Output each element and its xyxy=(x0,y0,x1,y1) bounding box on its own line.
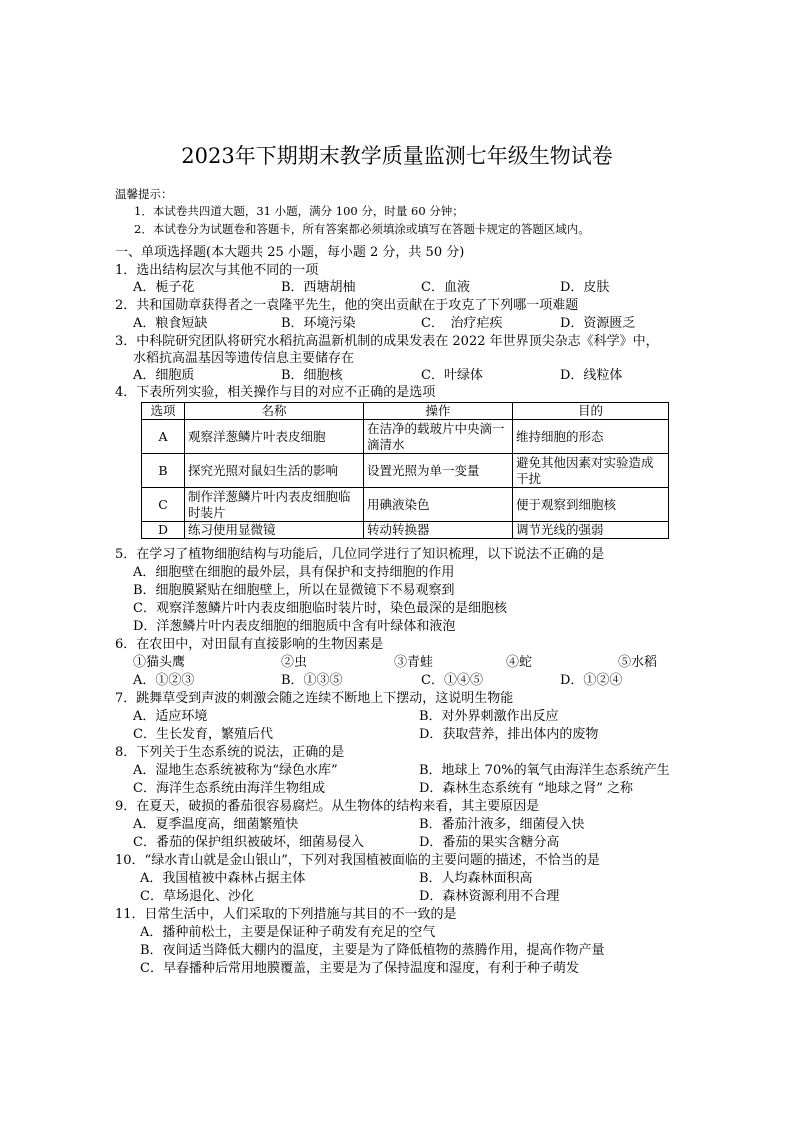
q6-item-2: ②虫 xyxy=(281,655,308,670)
q6-option-b: B．①③⑤ xyxy=(281,673,343,688)
table-row xyxy=(142,454,669,488)
question-10-stem: 10．“绿水青山就是金山银山”，下列对我国植被面临的主要问题的描述，不恰当的是 xyxy=(115,853,600,868)
table-cell: 调节光线的强弱 xyxy=(513,522,669,539)
table-cell: 转动转换器 xyxy=(364,522,513,539)
q3-option-d: D．线粒体 xyxy=(560,368,623,383)
q10-option-b: B．人均森林面积高 xyxy=(419,871,533,886)
table-cell: 便于观察到细胞核 xyxy=(513,488,669,522)
q1-option-d: D．皮肤 xyxy=(560,280,610,295)
q9-option-d: D．番茄的果实含糖分高 xyxy=(419,835,560,850)
q8-option-a: A．湿地生态系统被称为“绿色水库” xyxy=(133,763,338,778)
q2-option-d: D．资源匮乏 xyxy=(560,316,636,331)
table-cell: 制作洋葱鳞片叶内表皮细胞临时装片 xyxy=(185,488,364,522)
q8-option-d: D．森林生态系统有 “地球之肾” 之称 xyxy=(419,781,633,796)
q8-option-c: C．海洋生态系统由海洋生物组成 xyxy=(133,781,325,796)
question-11-stem: 11．日常生活中，人们采取的下列措施与其目的不一致的是 xyxy=(115,907,457,922)
q9-option-a: A．夏季温度高，细菌繁殖快 xyxy=(133,817,299,832)
q5-option-b: B．细胞膜紧贴在细胞壁上，所以在显微镜下不易观察到 xyxy=(133,583,455,598)
table-cell: 维持细胞的形态 xyxy=(513,420,669,454)
question-7-stem: 7．跳舞草受到声波的刺激会随之连续不断地上下摆动，这说明生物能 xyxy=(115,691,514,706)
q10-option-a: A．我国植被中森林占据主体 xyxy=(140,871,306,886)
question-3-stem-cont: 水稻抗高温基因等遗传信息主要储存在 xyxy=(133,351,355,366)
q6-option-d: D．①②④ xyxy=(560,673,623,688)
q3-option-b: B．细胞核 xyxy=(281,368,343,383)
header-operation: 操作 xyxy=(364,403,513,420)
table-cell: 观察洋葱鳞片叶表皮细胞 xyxy=(185,420,364,454)
table-cell: 在洁净的载玻片中央滴一滴清水 xyxy=(364,420,513,454)
q9-option-b: B．番茄汁液多，细菌侵入快 xyxy=(419,817,585,832)
question-2-stem: 2．共和国勋章获得者之一袁隆平先生，他的突出贡献在于攻克了下列哪一项难题 xyxy=(115,298,579,313)
q2-option-a: A．粮食短缺 xyxy=(133,316,208,331)
table-cell: 探究光照对鼠妇生活的影响 xyxy=(185,454,364,488)
q6-option-c: C．①④⑤ xyxy=(421,673,483,688)
question-6-stem: 6．在农田中，对田鼠有直接影响的生物因素是 xyxy=(115,637,384,652)
table-cell: D xyxy=(142,522,185,539)
q5-option-a: A．细胞壁在细胞的最外层，具有保护和支持细胞的作用 xyxy=(133,565,455,580)
q7-option-d: D．获取营养，排出体内的废物 xyxy=(419,727,599,742)
table-row xyxy=(142,420,669,454)
table-cell: A xyxy=(142,420,185,454)
q10-option-c: C．草场退化、沙化 xyxy=(140,889,254,904)
q6-item-1: ①猫头鹰 xyxy=(133,655,186,670)
header-purpose: 目的 xyxy=(513,403,669,420)
q7-option-b: B．对外界刺激作出反应 xyxy=(419,709,559,724)
table-row xyxy=(142,522,669,539)
q10-option-d: D．森林资源利用不合理 xyxy=(419,889,560,904)
question-5-stem: 5．在学习了植物细胞结构与功能后，几位同学进行了知识梳理，以下说法不正确的是 xyxy=(115,547,605,562)
table-cell: 练习使用显微镜 xyxy=(185,522,364,539)
table-row xyxy=(142,488,669,522)
header-option: 选项 xyxy=(142,403,185,420)
q5-option-d: D．洋葱鳞片叶内表皮细胞的细胞质中含有叶绿体和液泡 xyxy=(133,619,456,634)
question-9-stem: 9．在夏天，破损的番茄很容易腐烂。从生物体的结构来看，其主要原因是 xyxy=(115,799,540,814)
q7-option-a: A．适应环境 xyxy=(133,709,208,724)
q1-option-c: C．血液 xyxy=(421,280,470,295)
question-4-stem: 4．下表所列实验，相关操作与目的对应不正确的是选项 xyxy=(115,385,436,400)
table-cell: C xyxy=(142,488,185,522)
q2-option-c: C． 治疗疟疾 xyxy=(421,316,503,331)
table-cell: 设置光照为单一变量 xyxy=(364,454,513,488)
q8-option-b: B．地球上 70%的氧气由海洋生态系统产生 xyxy=(419,763,670,778)
q5-option-c: C．观察洋葱鳞片叶内表皮细胞临时装片时，染色最深的是细胞核 xyxy=(133,601,507,616)
experiment-table xyxy=(141,402,669,539)
q1-option-b: B．西塘胡柚 xyxy=(281,280,356,295)
notice-item-1: 1．本试卷共四道大题，31 小题，满分 100 分，时量 60 分钟； xyxy=(134,204,464,218)
notice-heading: 温馨提示： xyxy=(115,187,173,201)
notice-item-2: 2．本试卷分为试题卷和答题卡，所有答案都必须填涂或填写在答题卡规定的答题区域内。 xyxy=(134,222,590,236)
question-3-stem: 3．中科院研究团队将研究水稻抗高温新机制的成果发表在 2022 年世界顶尖杂志《科学》中， xyxy=(115,334,659,349)
q6-item-4: ④蛇 xyxy=(506,655,533,670)
q9-option-c: C．番茄的保护组织被破坏，细菌易侵入 xyxy=(133,835,364,850)
q7-option-c: C．生长发育，繁殖后代 xyxy=(133,727,273,742)
table-cell: B xyxy=(142,454,185,488)
table-cell: 避免其他因素对实验造成干扰 xyxy=(513,454,669,488)
section-heading: 一、单项选择题(本大题共 25 小题，每小题 2 分，共 50 分) xyxy=(115,245,465,260)
q11-option-a: A．播种前松土，主要是保证种子萌发有充足的空气 xyxy=(140,925,436,940)
page-title: 2023年下期期末教学质量监测七年级生物试卷 xyxy=(181,144,613,168)
q6-item-3: ③青蛙 xyxy=(394,655,434,670)
q6-item-5: ⑤水稻 xyxy=(618,655,658,670)
question-1-stem: 1．选出结构层次与其他不同的一项 xyxy=(115,263,319,278)
q11-option-b: B．夜间适当降低大棚内的温度，主要是为了降低植物的蒸腾作用，提高作物产量 xyxy=(140,943,605,958)
q3-option-a: A．细胞质 xyxy=(133,368,195,383)
table-cell: 用碘液染色 xyxy=(364,488,513,522)
q1-option-a: A．栀子花 xyxy=(133,280,195,295)
q3-option-c: C．叶绿体 xyxy=(421,368,483,383)
header-name: 名称 xyxy=(185,403,364,420)
q2-option-b: B．环境污染 xyxy=(281,316,356,331)
q11-option-c: C．早春播种后常用地膜覆盖，主要是为了保持温度和湿度，有利于种子萌发 xyxy=(140,961,579,976)
q6-option-a: A．①②③ xyxy=(133,673,195,688)
question-8-stem: 8．下列关于生态系统的说法，正确的是 xyxy=(115,745,345,760)
table-header-row xyxy=(142,403,669,420)
